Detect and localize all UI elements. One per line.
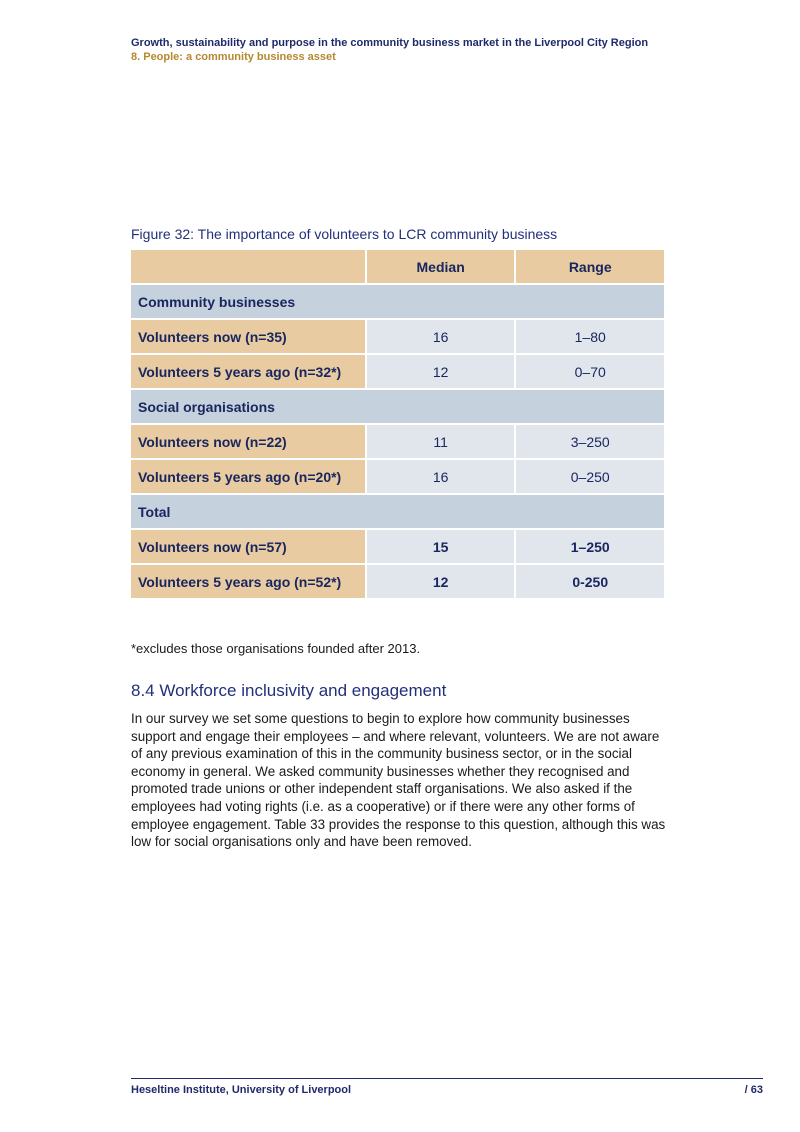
table-row xyxy=(131,460,664,493)
range-cell: 1–250 xyxy=(516,530,664,563)
row-label: Volunteers 5 years ago (n=20*) xyxy=(131,460,365,493)
range-cell: 0-250 xyxy=(516,565,664,598)
range-cell: 0–250 xyxy=(516,460,664,493)
range-cell: 0–70 xyxy=(516,355,664,388)
row-label: Volunteers now (n=35) xyxy=(131,320,365,353)
section-row xyxy=(131,495,664,528)
section-label: Community businesses xyxy=(131,285,664,318)
page-number: / 63 xyxy=(744,1084,763,1096)
volunteers-table xyxy=(129,248,666,600)
column-header-median: Median xyxy=(367,250,515,283)
body-paragraph: In our survey we set some questions to begin to explore how community businesses support and engage their employees – and where relevant, volunteers. We are not aware of any previous examination of this in the community business sector, or in the social economy in general. We asked community businesses whether they recognised and promoted trade unions or other independent staff organisations. We also asked if the employees had voting rights (i.e. as a cooperative) or if there were any other forms of employee engagement. Table 33 provides the response to this question, although this was low for social organisations only and have been removed. xyxy=(131,711,666,850)
section-row xyxy=(131,285,664,318)
running-header xyxy=(131,36,648,64)
table-row xyxy=(131,425,664,458)
table-header-row xyxy=(131,250,664,283)
table-row xyxy=(131,320,664,353)
section-row xyxy=(131,390,664,423)
range-cell: 3–250 xyxy=(516,425,664,458)
footer-institution: Heseltine Institute, University of Liverpool xyxy=(131,1084,352,1096)
row-label: Volunteers 5 years ago (n=32*) xyxy=(131,355,365,388)
median-cell: 12 xyxy=(367,565,515,598)
section-label: Total xyxy=(131,495,664,528)
median-cell: 12 xyxy=(367,355,515,388)
section-label: Social organisations xyxy=(131,390,664,423)
document-title: Growth, sustainability and purpose in the community business market in the Liverpool City Region xyxy=(131,37,649,49)
range-cell: 1–80 xyxy=(516,320,664,353)
section-heading: 8.4 Workforce inclusivity and engagement xyxy=(131,681,447,700)
table-row xyxy=(131,530,664,563)
row-label: Volunteers 5 years ago (n=52*) xyxy=(131,565,365,598)
footer-divider xyxy=(131,1078,763,1079)
column-header-range: Range xyxy=(516,250,664,283)
row-label: Volunteers now (n=57) xyxy=(131,530,365,563)
figure-caption: Figure 32: The importance of volunteers to LCR community business xyxy=(131,226,558,242)
median-cell: 16 xyxy=(367,460,515,493)
median-cell: 15 xyxy=(367,530,515,563)
table-row xyxy=(131,565,664,598)
table-row xyxy=(131,355,664,388)
table-footnote: *excludes those organisations founded after 2013. xyxy=(131,641,421,656)
row-label: Volunteers now (n=22) xyxy=(131,425,365,458)
chapter-title: 8. People: a community business asset xyxy=(131,51,336,63)
table-corner-cell xyxy=(131,250,365,283)
median-cell: 11 xyxy=(367,425,515,458)
median-cell: 16 xyxy=(367,320,515,353)
